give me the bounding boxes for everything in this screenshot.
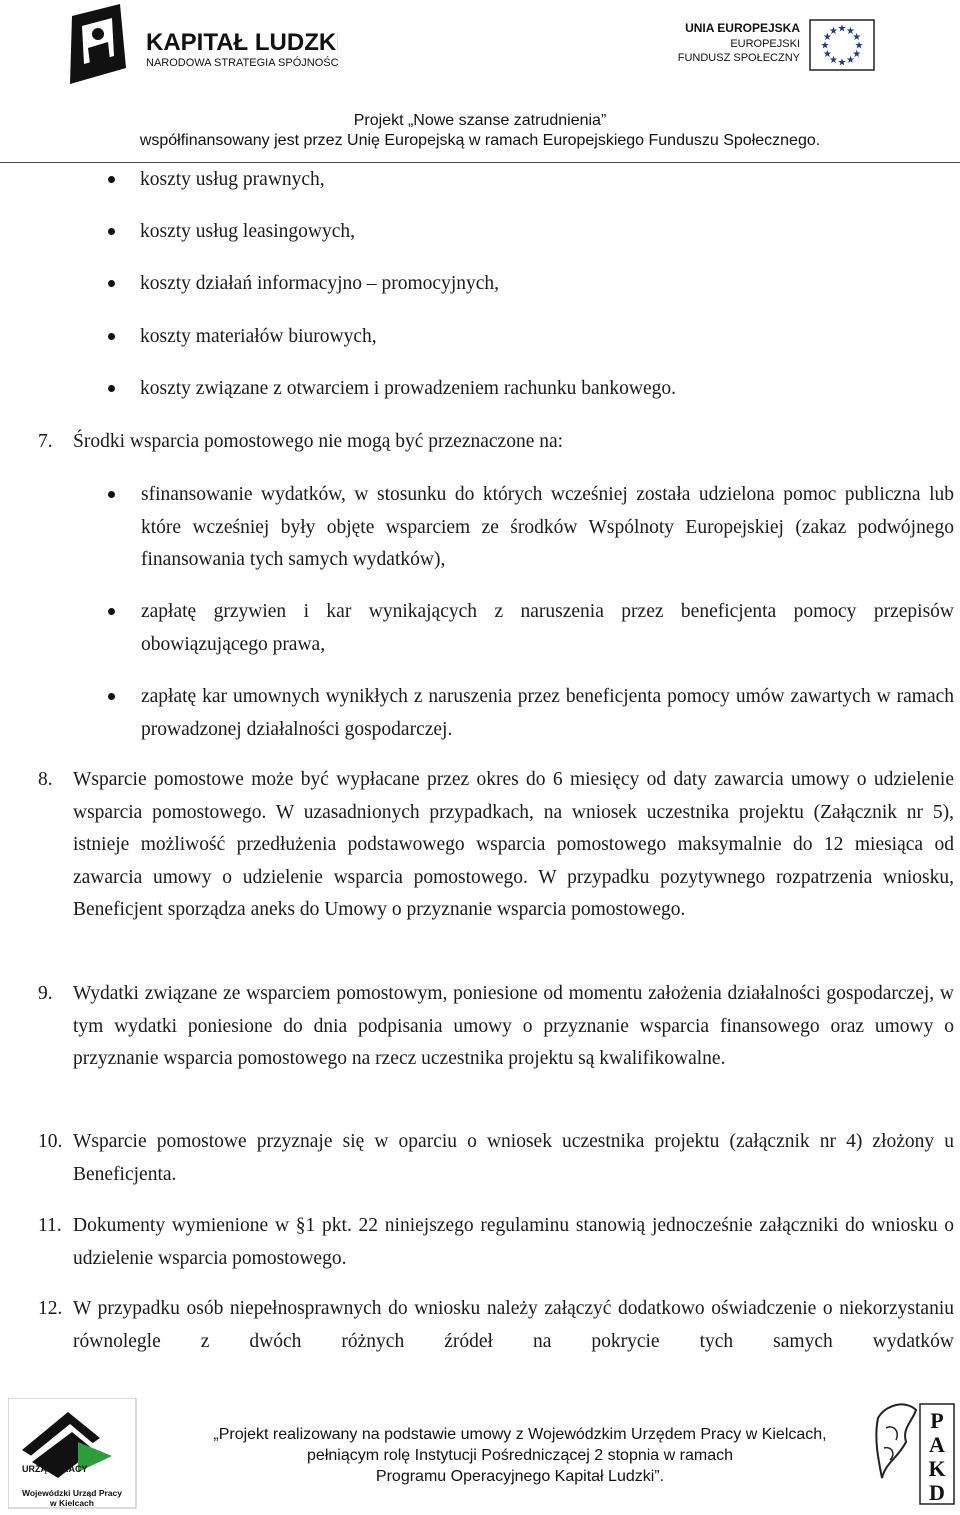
eu-star-icon: ★: [846, 25, 855, 37]
item-number: 8.: [38, 769, 53, 790]
pakd-logo: [872, 1398, 958, 1510]
eu-star-icon: ★: [829, 25, 838, 37]
kapital-ludzki-logo: [68, 4, 338, 88]
header-cofinance-line: współfinansowany jest przez Unię Europejską w ramach Europejskiego Funduszu Społecznego.: [139, 132, 821, 149]
item-number: 11.: [38, 1215, 62, 1236]
bullet-icon: [108, 491, 115, 498]
eu-logo-line2: EUROPEJSKI: [730, 38, 800, 50]
bullet-icon: [108, 176, 115, 183]
item-number: 12.: [38, 1298, 63, 1319]
wup-logo-line1: URZĄD PRACY: [22, 1464, 88, 1474]
bullet-icon: [108, 693, 115, 700]
eu-star-icon: ★: [837, 23, 847, 35]
pakd-letters: P A K D: [928, 1408, 946, 1505]
eu-star-icon: ★: [822, 32, 832, 43]
item-number: 10.: [38, 1131, 63, 1152]
numbered-item-9: [38, 978, 954, 1076]
bullet-icon: [108, 280, 115, 287]
eu-logo-line3: FUNDUSZ SPOŁECZNY: [677, 52, 800, 64]
header-divider: [0, 162, 960, 163]
footer-line-2: pełniącym rolę Instytucji Pośredniczącej 2 stopnia w ramach: [307, 1447, 733, 1464]
kapital-ludzki-title: KAPITAŁ LUDZKI: [146, 29, 338, 56]
wup-logo-line3: w Kielcach: [50, 1498, 94, 1508]
item-text: Środki wsparcia pomostowego nie mogą być przeznaczone na:: [73, 431, 564, 452]
eu-star-icon: ★: [852, 49, 862, 60]
numbered-item-10: [38, 1126, 954, 1191]
eu-star-icon: ★: [852, 32, 862, 43]
bullet-icon: [108, 228, 115, 235]
footer-line-3: Programu Operacyjnego Kapitał Ludzki”.: [375, 1468, 665, 1485]
item-text: Wydatki związane ze wsparciem pomostowym, poniesione od momentu założenia działalności gospodarczej, w tym wydatki poniesione do dnia podpisania umowy o przyznanie wsparcia finansowego oraz umowy o przyznanie wsparcia pomostowego na rzecz uczestnika projektu są kwalifikowalne.: [73, 983, 954, 1069]
eu-star-icon: ★: [837, 57, 847, 69]
header-project-line: Projekt „Nowe szanse zatrudnienia”: [353, 112, 607, 129]
item-text: Wsparcie pomostowe przyznaje się w oparciu o wniosek uczestnika projektu (załącznik nr 4) złożony u Beneficjenta.: [73, 1131, 954, 1185]
eu-star-icon: ★: [846, 55, 855, 67]
bullet-icon: [108, 608, 115, 615]
item-number: 9.: [38, 983, 53, 1004]
eu-star-icon: ★: [820, 40, 830, 52]
list-item: zapłatę kar umownych wynikłych z naruszenia przez beneficjenta pomocy umów zawartych w ramach prowadzonej działalności gospodarczej.: [108, 681, 954, 746]
eu-fund-logo: [664, 18, 878, 76]
list-item: zapłatę grzywien i kar wynikających z naruszenia przez beneficjenta pomocy przepisów obowiązującego prawa,: [108, 596, 954, 661]
eu-star-icon: ★: [822, 49, 832, 60]
bullet-icon: [108, 385, 115, 392]
numbered-item-8: [38, 764, 954, 927]
item-text: W przypadku osób niepełnosprawnych do wniosku należy załączyć dodatkowo oświadczenie o niekorzystaniu równolegle z dwóch różnych źródeł na pokrycie tych samych wydatków: [73, 1298, 954, 1352]
item-text: Wsparcie pomostowe może być wypłacane przez okres do 6 miesięcy od daty zawarcia umowy o udzielenie wsparcia pomostowego. W uzasadnionych przypadkach, na wniosek uczestnika projektu (Załącznik nr 5), istnieje możliwość przedłużenia podstawowego wsparcia pomostowego maksymalnie do 12 miesiąca od zawarcia umowy o udzielenie wsparcia pomostowego. W przypadku pozytywnego rozpatrzenia wniosku, Beneficjent sporządza aneks do Umowy o przyznanie wsparcia pomostowego.: [73, 769, 954, 920]
eu-star-icon: ★: [854, 40, 864, 52]
eu-logo-line1: UNIA EUROPEJSKA: [685, 21, 800, 35]
bullet-icon: [108, 333, 115, 340]
footer-line-1: „Projekt realizowany na podstawie umowy z Wojewódzkim Urzędem Pracy w Kielcach,: [213, 1426, 827, 1443]
numbered-item-12: [38, 1293, 954, 1358]
numbered-item-7: [38, 426, 954, 459]
list-item: sfinansowanie wydatków, w stosunku do których wcześniej została udzielona pomoc publiczna lub które wcześniej były objęte wsparciem ze środków Wspólnoty Europejskiej (zakaz podwójnego finansowania tych samych wydatków),: [108, 479, 954, 577]
item-number: 7.: [38, 431, 53, 452]
item-text: Dokumenty wymienione w §1 pkt. 22 niniejszego regulaminu stanowią jednocześnie załączniki do wniosku o udzielenie wsparcia pomostowego.: [73, 1215, 954, 1269]
kapital-ludzki-subtitle: NARODOWA STRATEGIA SPÓJNOŚCI: [146, 57, 338, 69]
numbered-item-11: [38, 1210, 954, 1275]
wup-logo-line2: Wojewódzki Urząd Pracy: [22, 1488, 122, 1498]
eu-star-icon: ★: [829, 55, 838, 67]
wup-kielce-logo: [8, 1398, 138, 1510]
